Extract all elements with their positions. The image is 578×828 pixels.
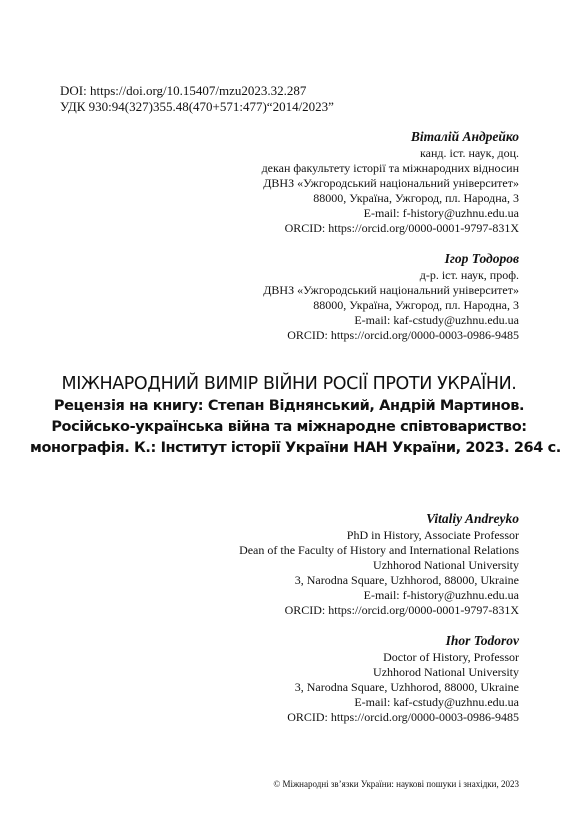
- article-title-block: [30, 372, 561, 459]
- author-email: E-mail: kaf-cstudy@uzhnu.edu.ua: [354, 313, 519, 327]
- review-subtitle-line: Рецензія на книгу: Степан Віднянський, Андрій Мартинов.: [53, 398, 525, 414]
- author-institution: ДВНЗ «Ужгородський національний університет»: [263, 283, 519, 297]
- author-email: E-mail: kaf-cstudy@uzhnu.edu.ua: [354, 695, 519, 709]
- author-name: Віталій Андрейко: [410, 129, 519, 144]
- author-address: 88000, Україна, Ужгород, пл. Народна, 3: [313, 191, 519, 205]
- author-info-ua-todorov: [263, 250, 519, 343]
- identifier-block: [60, 83, 334, 115]
- author-institution: Uzhhorod National University: [373, 665, 519, 679]
- author-orcid: ORCID: https://orcid.org/0000-0003-0986-9485: [287, 710, 519, 724]
- review-subtitle-line: монографія. К.: Інститут історії України НАН України, 2023. 264 с.: [30, 440, 561, 456]
- author-name: Ihor Todorov: [445, 633, 519, 648]
- author-email: E-mail: f-history@uzhnu.edu.ua: [363, 206, 519, 220]
- author-institution: ДВНЗ «Ужгородський національний університет»: [263, 176, 519, 190]
- author-orcid: ORCID: https://orcid.org/0000-0001-9797-831X: [284, 221, 519, 235]
- author-address: 3, Narodna Square, Uzhhorod, 88000, Ukraine: [294, 680, 519, 694]
- footer-copyright: © Міжнародні зв’язки України: наукові пошуки і знахідки, 2023: [273, 779, 519, 789]
- author-info-en-todorov: [287, 632, 519, 725]
- author-position: Dean of the Faculty of History and International Relations: [239, 543, 519, 557]
- author-address: 3, Narodna Square, Uzhhorod, 88000, Ukraine: [294, 573, 519, 587]
- author-degree: PhD in History, Associate Professor: [346, 528, 519, 542]
- author-degree: д-р. іст. наук, проф.: [419, 268, 519, 282]
- article-title: МІЖНАРОДНИЙ ВИМІР ВІЙНИ РОСІЇ ПРОТИ УКРАЇНИ.: [61, 374, 517, 394]
- author-info-en-andreyko: [239, 510, 519, 618]
- author-orcid: ORCID: https://orcid.org/0000-0001-9797-831X: [284, 603, 519, 617]
- review-subtitle-line: Російсько-українська війна та міжнародне співтовариство:: [51, 419, 527, 435]
- doi-line: DOI: https://doi.org/10.15407/mzu2023.32.287: [60, 83, 307, 98]
- author-degree: Doctor of History, Professor: [383, 650, 519, 664]
- author-orcid: ORCID: https://orcid.org/0000-0003-0986-9485: [287, 328, 519, 342]
- udc-line: УДК 930:94(327)355.48(470+571:477)“2014/2023”: [60, 99, 334, 114]
- author-info-ua-andreyko: [262, 128, 519, 236]
- author-degree: канд. іст. наук, доц.: [420, 146, 519, 160]
- author-name: Vitaliy Andreyko: [426, 511, 519, 526]
- author-position: декан факультету історії та міжнародних відносин: [261, 161, 519, 175]
- author-address: 88000, Україна, Ужгород, пл. Народна, 3: [313, 298, 519, 312]
- author-email: E-mail: f-history@uzhnu.edu.ua: [363, 588, 519, 602]
- author-institution: Uzhhorod National University: [373, 558, 519, 572]
- author-name: Ігор Тодоров: [444, 251, 519, 266]
